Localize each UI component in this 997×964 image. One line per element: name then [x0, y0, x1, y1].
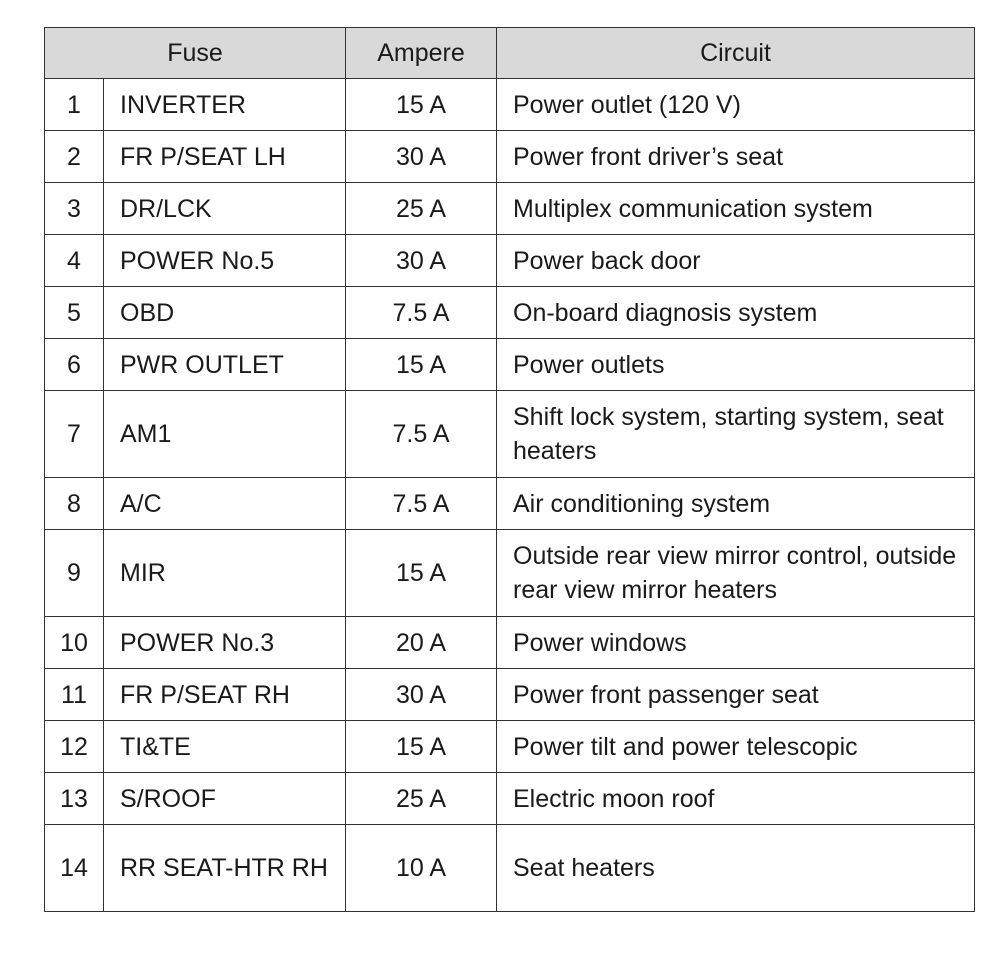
fuse-ampere: 30 A	[346, 131, 497, 183]
fuse-circuit: Power tilt and power telescopic	[497, 721, 975, 773]
fuse-ampere: 15 A	[346, 79, 497, 131]
fuse-ampere: 15 A	[346, 721, 497, 773]
fuse-ampere: 15 A	[346, 530, 497, 617]
fuse-circuit: Power windows	[497, 617, 975, 669]
fuse-ampere: 10 A	[346, 825, 497, 912]
fuse-number: 8	[45, 478, 104, 530]
fuse-name: FR P/SEAT LH	[104, 131, 346, 183]
fuse-name: A/C	[104, 478, 346, 530]
fuse-name: POWER No.3	[104, 617, 346, 669]
fuse-name: MIR	[104, 530, 346, 617]
fuse-ampere: 25 A	[346, 183, 497, 235]
fuse-table	[44, 27, 975, 912]
header-circuit: Circuit	[497, 28, 975, 79]
fuse-circuit: On-board diagnosis system	[497, 287, 975, 339]
fuse-circuit: Outside rear view mirror control, outside rear view mirror heaters	[497, 530, 975, 617]
header-ampere: Ampere	[346, 28, 497, 79]
fuse-name: POWER No.5	[104, 235, 346, 287]
fuse-name: TI&TE	[104, 721, 346, 773]
fuse-number: 13	[45, 773, 104, 825]
fuse-name: OBD	[104, 287, 346, 339]
fuse-name: AM1	[104, 391, 346, 478]
table-row	[45, 721, 975, 773]
fuse-number: 3	[45, 183, 104, 235]
table-row	[45, 530, 975, 617]
fuse-number: 9	[45, 530, 104, 617]
fuse-name: PWR OUTLET	[104, 339, 346, 391]
fuse-number: 14	[45, 825, 104, 912]
table-row	[45, 617, 975, 669]
table-row	[45, 235, 975, 287]
fuse-name: RR SEAT-HTR RH	[104, 825, 346, 912]
fuse-ampere: 25 A	[346, 773, 497, 825]
fuse-number: 1	[45, 79, 104, 131]
fuse-name: S/ROOF	[104, 773, 346, 825]
fuse-circuit: Power outlets	[497, 339, 975, 391]
fuse-number: 4	[45, 235, 104, 287]
fuse-circuit: Shift lock system, starting system, seat heaters	[497, 391, 975, 478]
table-row	[45, 287, 975, 339]
table-row	[45, 183, 975, 235]
fuse-number: 2	[45, 131, 104, 183]
fuse-ampere: 7.5 A	[346, 287, 497, 339]
table-row	[45, 131, 975, 183]
fuse-ampere: 7.5 A	[346, 478, 497, 530]
fuse-circuit: Multiplex communication system	[497, 183, 975, 235]
table-row	[45, 391, 975, 478]
header-fuse: Fuse	[45, 28, 346, 79]
fuse-number: 7	[45, 391, 104, 478]
fuse-circuit: Air conditioning system	[497, 478, 975, 530]
table-row	[45, 669, 975, 721]
fuse-name: FR P/SEAT RH	[104, 669, 346, 721]
table-row	[45, 825, 975, 912]
fuse-circuit: Power front driver’s seat	[497, 131, 975, 183]
table-header-row	[45, 28, 975, 79]
fuse-circuit: Electric moon roof	[497, 773, 975, 825]
table-row	[45, 773, 975, 825]
fuse-number: 5	[45, 287, 104, 339]
fuse-ampere: 7.5 A	[346, 391, 497, 478]
table-row	[45, 79, 975, 131]
fuse-circuit: Power outlet (120 V)	[497, 79, 975, 131]
fuse-name: INVERTER	[104, 79, 346, 131]
fuse-number: 11	[45, 669, 104, 721]
table-row	[45, 339, 975, 391]
fuse-name: DR/LCK	[104, 183, 346, 235]
fuse-number: 6	[45, 339, 104, 391]
fuse-number: 10	[45, 617, 104, 669]
fuse-circuit: Seat heaters	[497, 825, 975, 912]
fuse-circuit: Power front passenger seat	[497, 669, 975, 721]
fuse-ampere: 15 A	[346, 339, 497, 391]
table-row	[45, 478, 975, 530]
fuse-ampere: 20 A	[346, 617, 497, 669]
fuse-ampere: 30 A	[346, 235, 497, 287]
fuse-circuit: Power back door	[497, 235, 975, 287]
fuse-ampere: 30 A	[346, 669, 497, 721]
fuse-number: 12	[45, 721, 104, 773]
